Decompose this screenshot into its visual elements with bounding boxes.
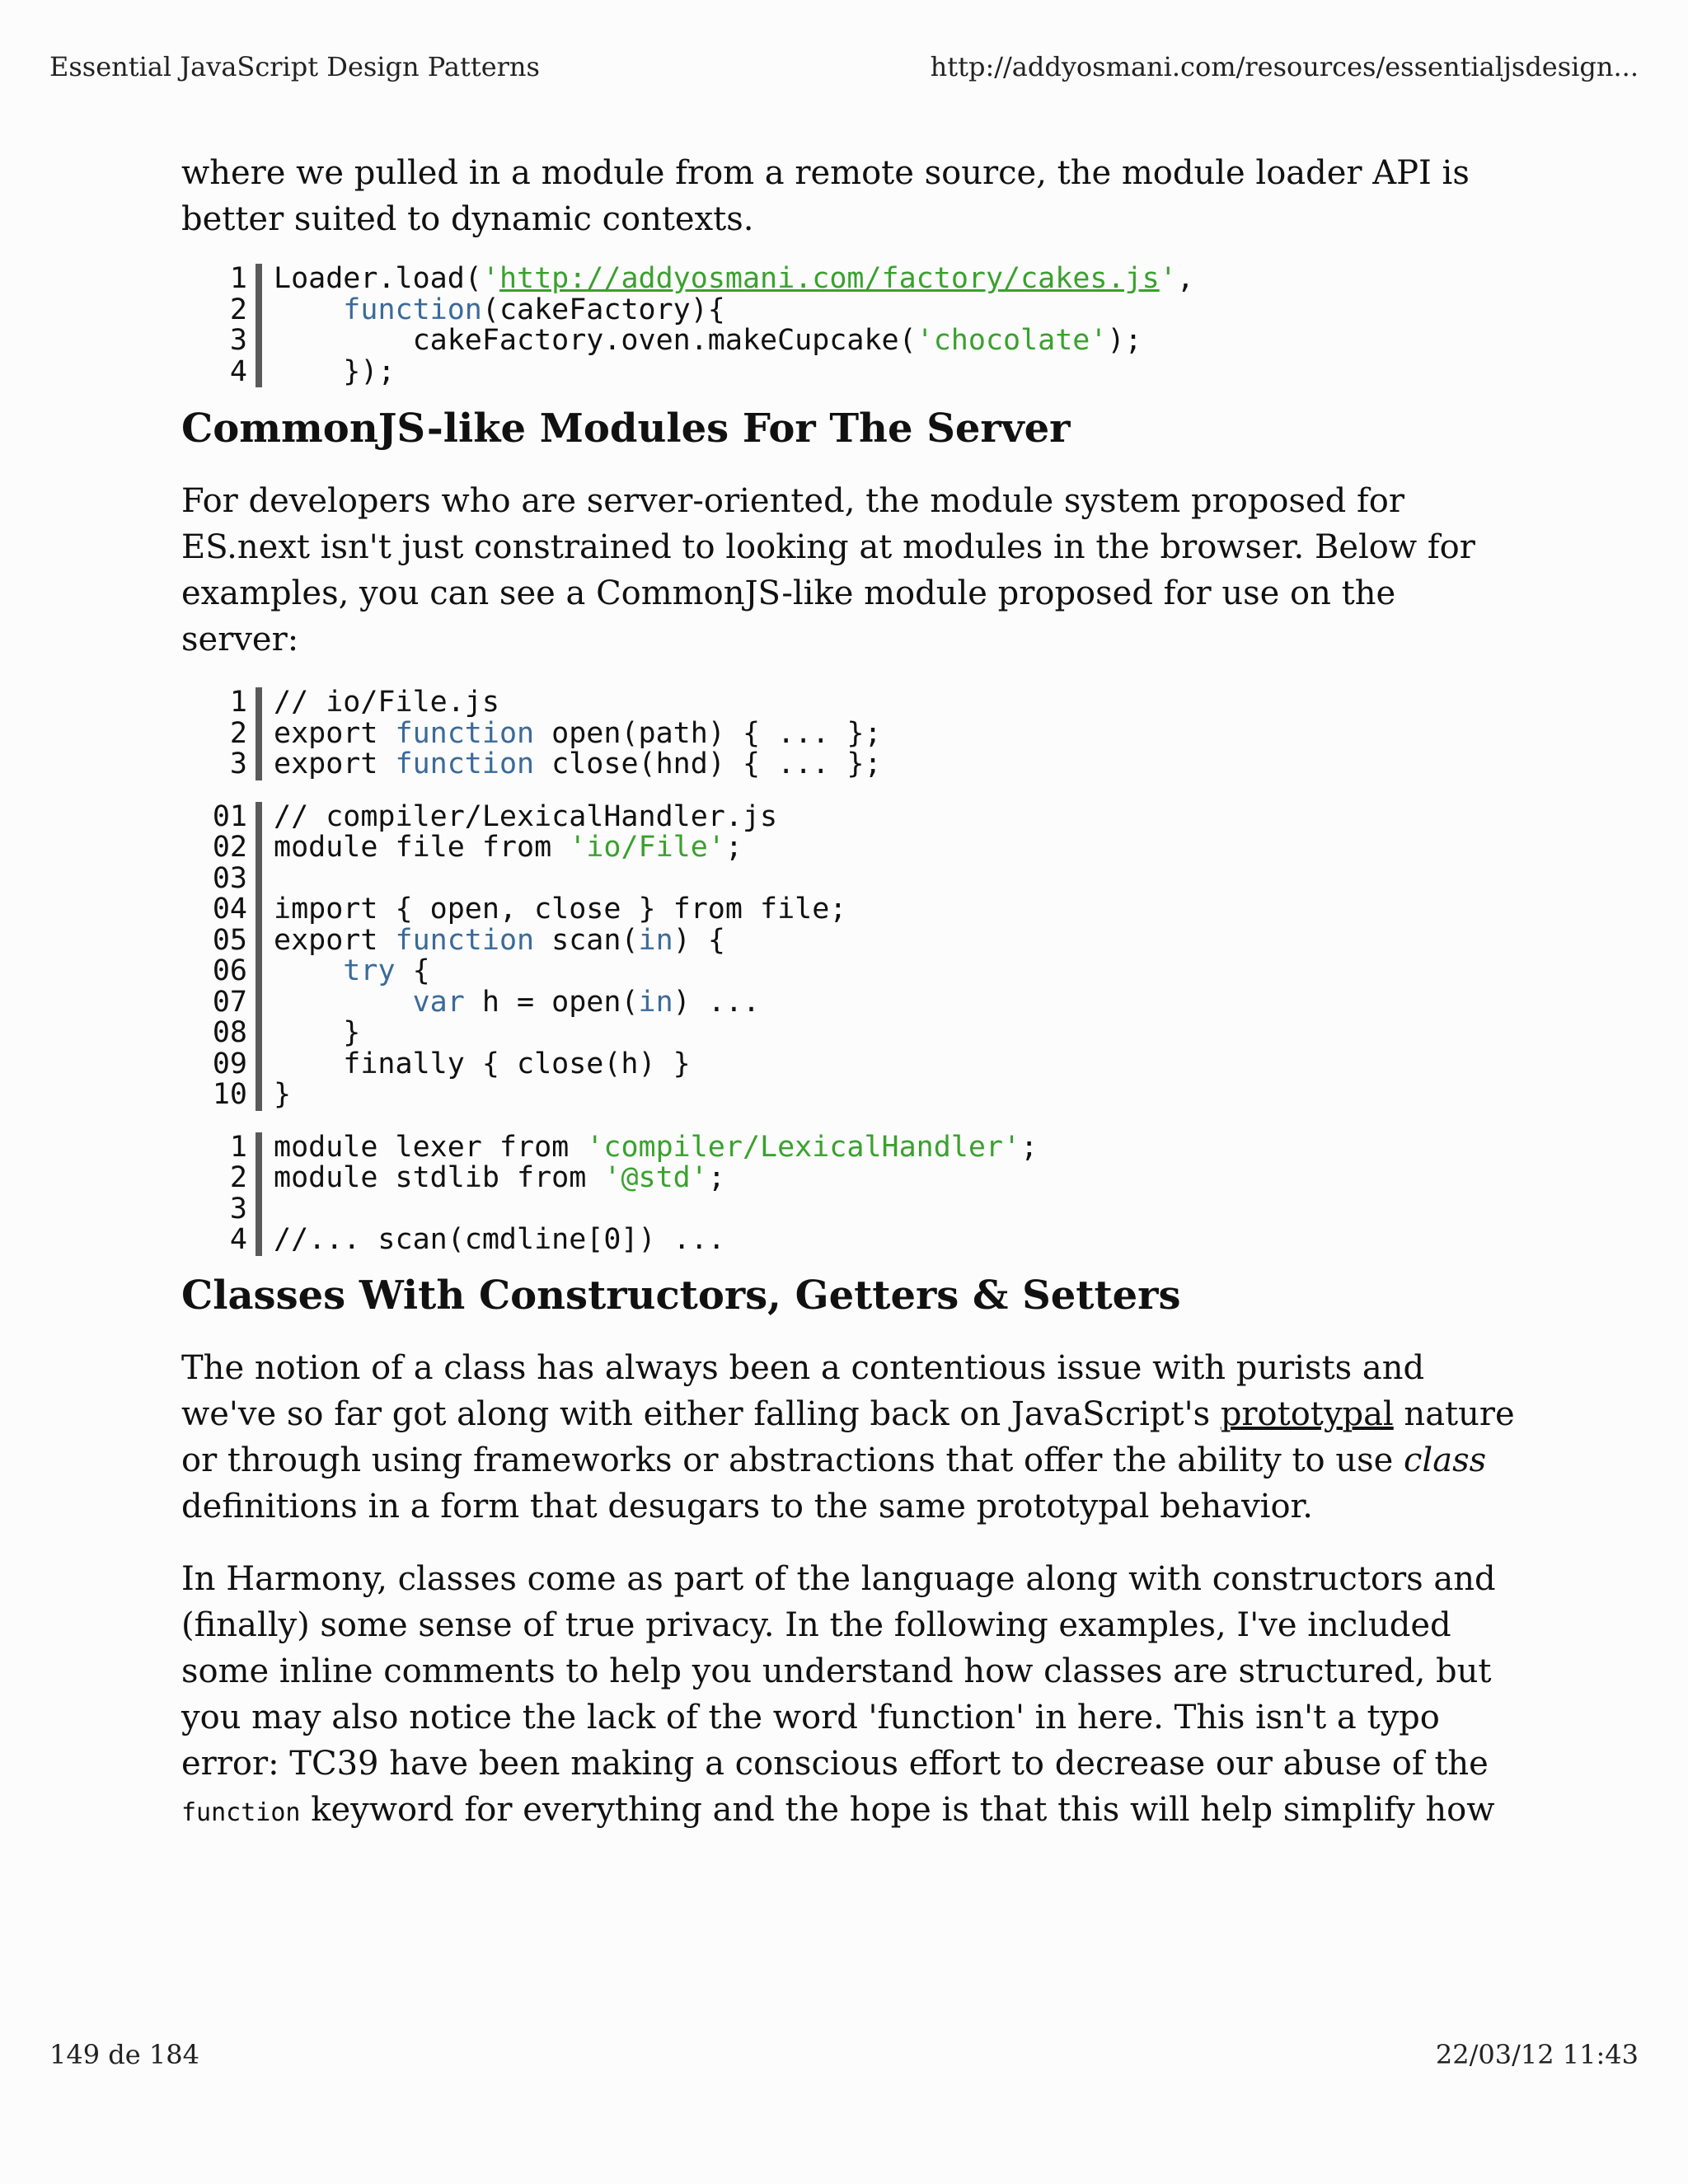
code-link[interactable]: http://addyosmani.com/factory/cakes.js — [499, 262, 1160, 295]
print-datetime: 22/03/12 11:43 — [1435, 2039, 1639, 2070]
code-block-loader: 1 Loader.load('http://addyosmani.com/factory/cakes.js', 2 function(cakeFactory){ 3 cakeFactory.oven.makeCupcake('chocolate'); 4 }); — [229, 262, 1194, 388]
page-number: 149 de 184 — [49, 2039, 199, 2070]
commonjs-paragraph: For developers who are server-oriented, the module system proposed for ES.next isn't just constrained to looking at modules in the browser. Below for examples, you can see a CommonJS-like module proposed for use on the server: — [181, 482, 1475, 658]
document-title: Essential JavaScript Design Patterns — [49, 51, 540, 82]
prototypal-link[interactable]: prototypal — [1220, 1394, 1394, 1433]
code-block-io-file: 1 // io/File.js 2 export function open(path) { ... }; 3 export function close(hnd) { ... }; — [229, 686, 882, 780]
classes-paragraph-2: In Harmony, classes come as part of the language along with constructors and (finally) some sense of true privacy. In the following examples, I've included some inline comments to help you understand how classes are structured, but you may also notice the lack of the word 'function' in here. This isn't a typo error: TC39 have been making a conscious effort to decrease our abuse of the function keyword for everything and the hope is that this will help simplify how — [181, 1559, 1496, 1829]
classes-paragraph-1: The notion of a class has always been a contentious issue with purists and we've so far got along with either falling back on JavaScript's prototypal nature or through using frameworks or abstractions that offer the ability to use class definitions in a form that desugars to the same prototypal behavior. — [181, 1348, 1515, 1526]
page-header — [49, 51, 1639, 82]
section-heading-classes: Classes With Constructors, Getters & Setters — [181, 1272, 1181, 1319]
section-heading-commonjs: CommonJS-like Modules For The Server — [181, 405, 1071, 452]
code-block-lexer: 1 module lexer from 'compiler/LexicalHandler'; 2 module stdlib from '@std'; 3 4 //... scan(cmdline[0]) ... — [229, 1130, 1039, 1256]
main-content — [181, 150, 1517, 1836]
page-footer — [49, 2039, 1639, 2070]
code-block-lexical-handler: 01 // compiler/LexicalHandler.js 02 module file from 'io/File'; 03 04 import { open, close } from file; 05 export function scan(in) { 06 try { 07 var h = open(in) ... 08 } 09 finally { close(h) } 10 } — [212, 799, 847, 1111]
intro-paragraph: where we pulled in a module from a remote source, the module loader API is better suited to dynamic contexts. — [181, 154, 1470, 238]
inline-code-function: function — [181, 1797, 301, 1827]
document-url: http://addyosmani.com/resources/essentialjsdesign... — [930, 51, 1639, 82]
